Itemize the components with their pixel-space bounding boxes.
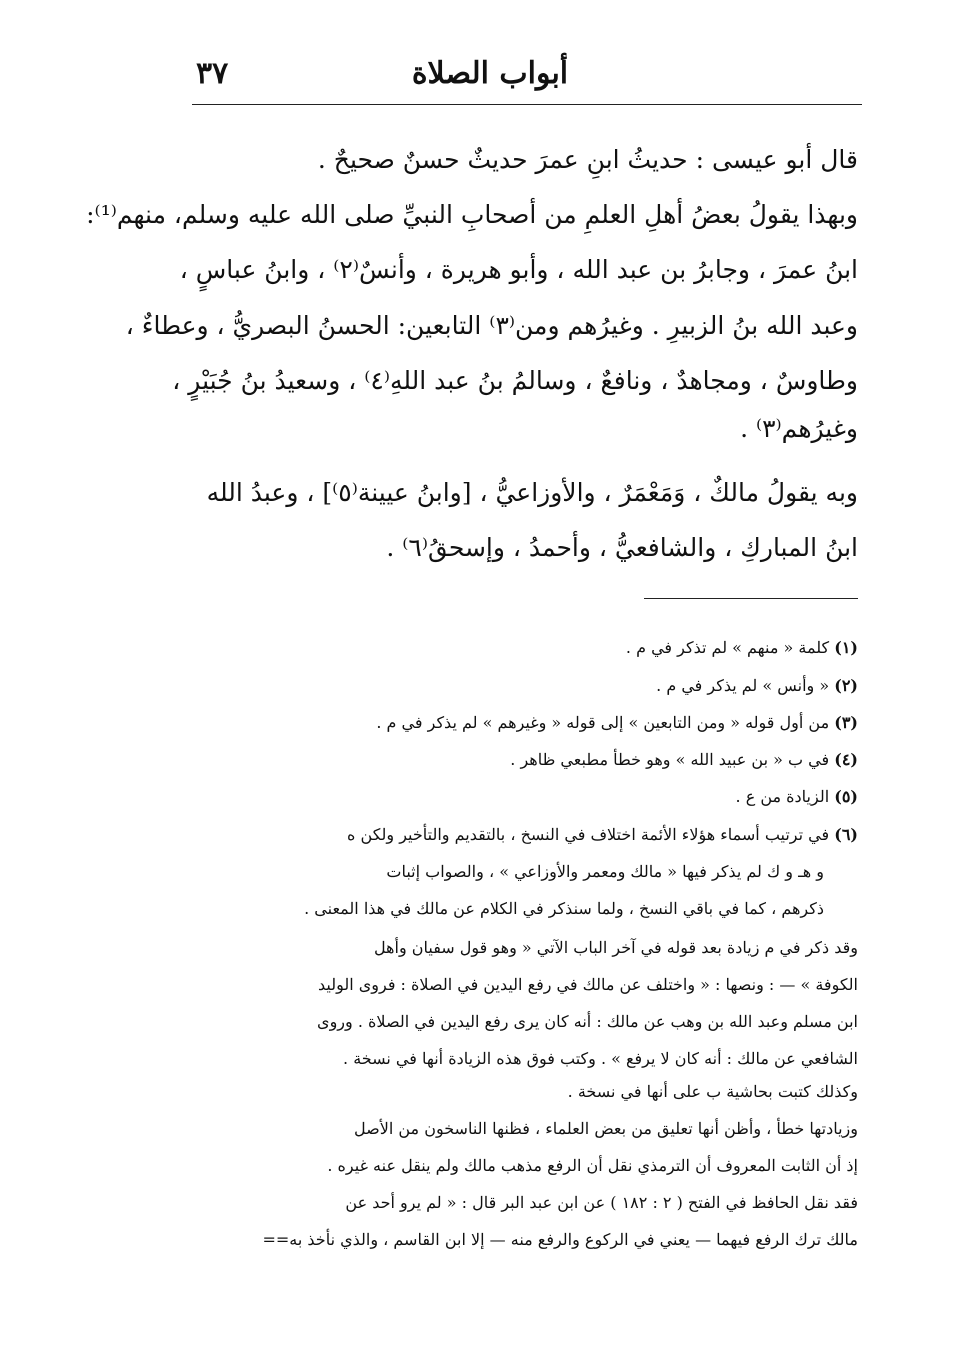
footnote-5 (178, 787, 858, 806)
footnote-3 (178, 713, 858, 732)
footnote-6 (178, 825, 858, 844)
footnote-number: (٣) (834, 713, 858, 732)
footnote-text: كلمة « منهم » لم تذكر في م . (625, 638, 830, 657)
main-line: قال أبو عيسى : حديثُ ابنِ عمرَ حديثٌ حسنٌ صحيحٌ . (317, 145, 858, 174)
footnote-number: (١) (834, 638, 858, 657)
main-line: وبه يقولُ مالكٌ ، وَمَعْمَرٌ ، والأوزاعيُّ ، [وابنُ عيينة⁽٥⁾] ، وعبدُ الله (206, 478, 858, 507)
footnote-line: وقد ذكر في م زيادة بعد قوله في آخر الباب الآتي « وهو قول سفيان وأهل (373, 938, 858, 957)
footnote-4 (178, 750, 858, 769)
main-line: وبهذا يقولُ بعضُ أهلِ العلمِ من أصحابِ النبيِّ صلى الله عليه وسلم، منهم⁽¹⁾: (86, 200, 858, 229)
running-title: أبواب الصلاة (411, 56, 569, 91)
footnote-line: الكوفة » — : ونصها : « واختلف عن مالك في رفع اليدين في الصلاة : فروى الوليد (317, 975, 858, 994)
header-rule (192, 104, 862, 105)
footnote-number: (٢) (834, 676, 858, 695)
footnote-line: وزيادتها خطأ ، وأظن أنها تعليق من بعض العلماء ، فظنها الناسخون من الأصل (354, 1119, 858, 1138)
footnote-number: (٦) (834, 825, 858, 844)
main-line: وغيرُهم⁽٣⁾ . (740, 414, 858, 443)
footnote-number: (٤) (834, 750, 858, 769)
main-line: وطاوسٌ ، ومجاهدٌ ، ونافعٌ ، وسالمُ بنُ عبد اللهِ⁽٤⁾ ، وسعيدُ بنُ جُبَيْرٍ ، (172, 366, 858, 395)
footnote-separator (644, 598, 858, 599)
footnote-line: وكذلك كتبت بحاشية ب على أنها في نسخة . (567, 1082, 858, 1101)
footnote-line: ذكرهم ، كما في باقي النسخ ، ولما سنذكر في الكلام عن مالك في هذا المعنى . (304, 899, 824, 918)
footnote-text: الزيادة من ع . (735, 787, 830, 806)
footnote-line: و هـ و ك لم يذكر فيها « مالك ومعمر والأوزاعي » ، والصواب إثبات (386, 862, 824, 881)
footnote-line: الشافعي عن مالك : أنه كان لا يرفع » . وكتب فوق هذه الزيادة أنها في نسخة . (343, 1049, 858, 1068)
footnote-2 (178, 676, 858, 695)
page-number: ٣٧ (196, 56, 229, 91)
footnote-line: مالك ترك الرفع فيهما — يعني في الركوع والرفع منه — إلا ابن القاسم ، والذي نأخذ به== (262, 1230, 858, 1249)
footnote-line: إذ أن الثابت المعروف أن الترمذي نقل أن الرفع مذهب مالك ولم ينقل عنه غيره . (327, 1156, 858, 1175)
footnote-1 (178, 638, 858, 657)
footnote-text: في ترتيب أسماء هؤلاء الأئمة اختلاف في النسخ ، بالتقديم والتأخير ولكن ه (347, 825, 830, 844)
footnote-text: من أول قوله « ومن التابعين » إلى قوله « وغيرهم » لم يذكر في م . (376, 713, 830, 732)
main-line: وعبد الله بنُ الزبيرِ . وغيرُهم ومن⁽٣⁾ التابعين: الحسنُ البصريُّ ، وعطاءٌ ، (125, 311, 858, 340)
footnote-line: ابن مسلم وعبد الله بن وهب عن مالك : أنه كان يرى رفع اليدين في الصلاة . وروى (317, 1012, 858, 1031)
footnote-text: « وأنس » لم يذكر في م . (656, 676, 830, 695)
main-line: ابنُ عمرَ ، وجابرُ بن عبد الله ، وأبو هريرة ، وأنسٌ⁽٢⁾ ، وابنُ عباسٍ ، (179, 255, 858, 284)
footnote-text: في ب « بن عبيد الله » وهو خطأ مطبعي ظاهر . (510, 750, 830, 769)
footnote-line: فقد نقل الحافظ في الفتح ( ٢ : ١٨٢ ) عن ابن عبد البر قال : « لم يرو أحد عن (345, 1193, 858, 1212)
main-line: ابنُ المباركِ ، والشافعيُّ ، وأحمدُ ، وإسحقُ⁽٦⁾ . (386, 533, 858, 562)
footnote-number: (٥) (834, 787, 858, 806)
